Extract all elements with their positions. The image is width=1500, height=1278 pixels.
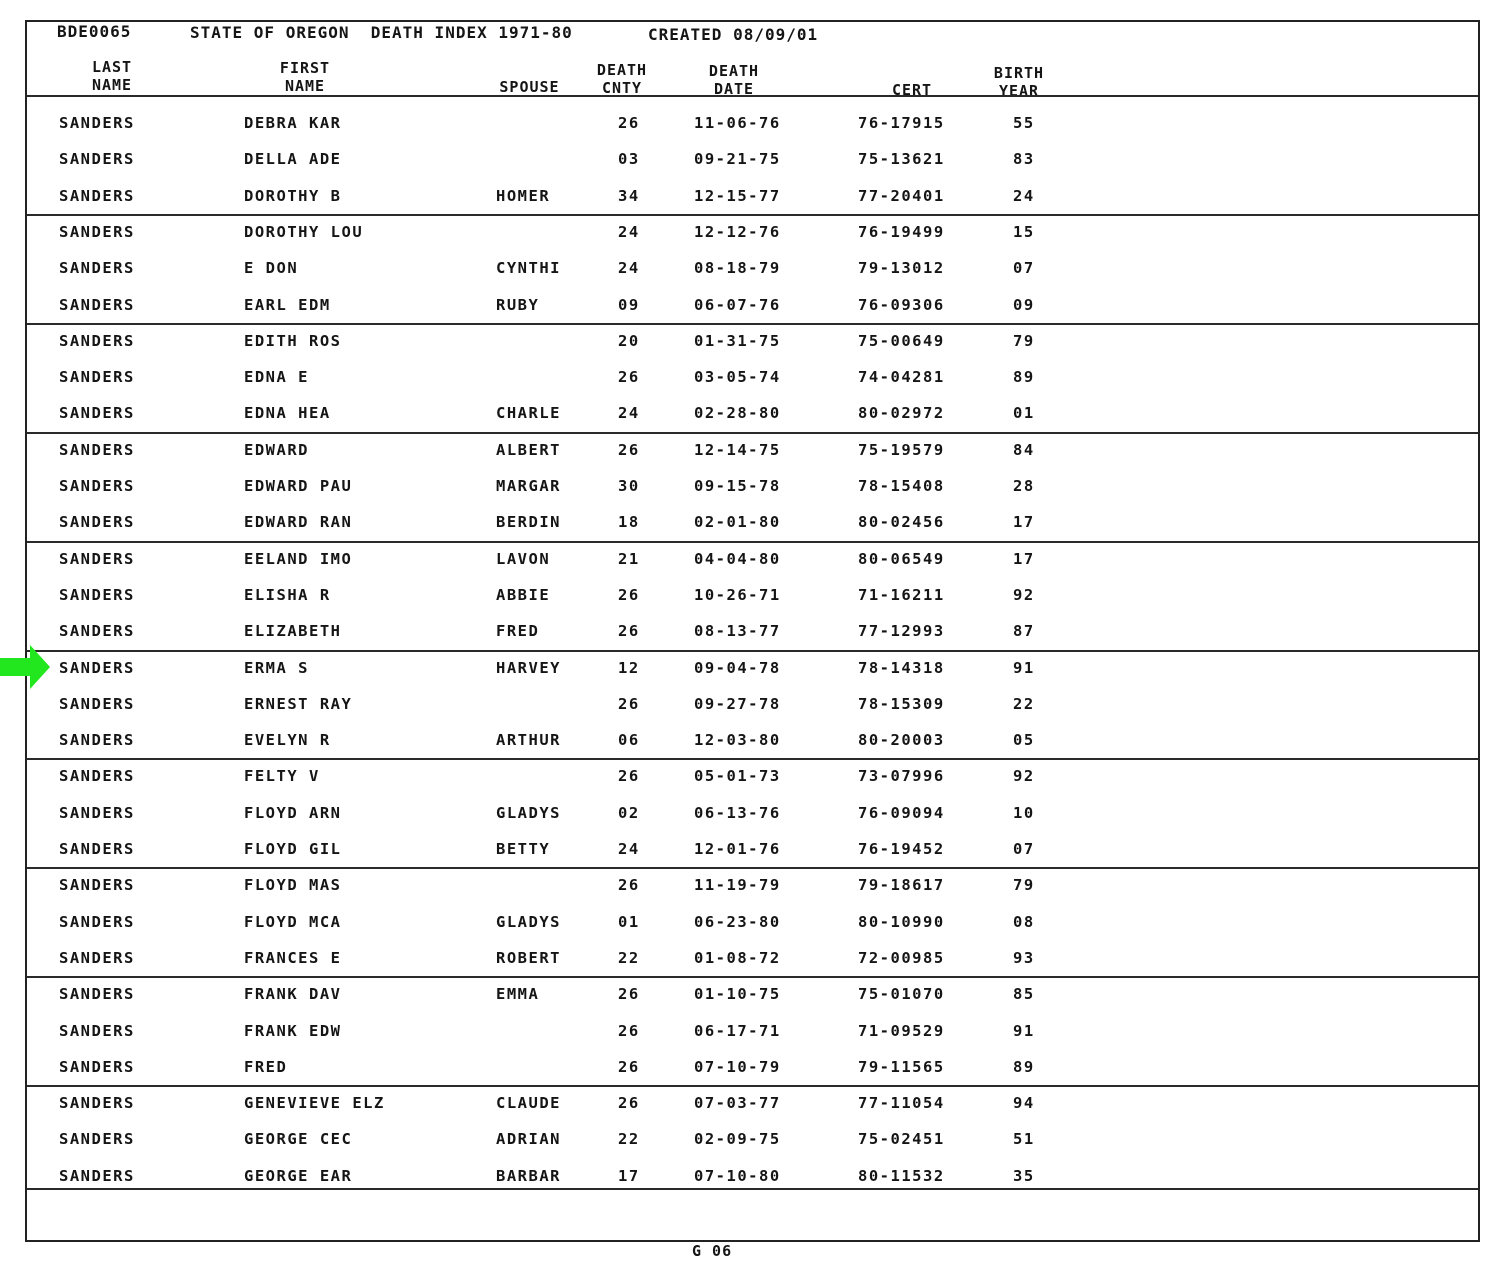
cell-last: SANDERS	[59, 440, 135, 459]
cell-first: FELTY V	[244, 767, 320, 786]
table-row	[27, 723, 1478, 759]
cell-date: 07-10-79	[694, 1057, 781, 1076]
report-title: STATE OF OREGON DEATH INDEX 1971-80	[190, 23, 573, 42]
cell-cert: 79-18617	[858, 876, 945, 895]
cell-last: SANDERS	[59, 1130, 135, 1149]
cell-cert: 77-12993	[858, 622, 945, 641]
cell-year: 35	[1013, 1166, 1035, 1185]
cell-spouse: HOMER	[496, 186, 551, 205]
cell-last: SANDERS	[59, 694, 135, 713]
col-header-year: BIRTH YEAR	[993, 64, 1045, 100]
cell-date: 09-27-78	[694, 694, 781, 713]
cell-last: SANDERS	[59, 368, 135, 387]
cell-year: 91	[1013, 658, 1035, 677]
cell-first: ELISHA R	[244, 585, 331, 604]
cell-last: SANDERS	[59, 404, 135, 423]
cell-first: FLOYD MCA	[244, 912, 342, 931]
cell-cert: 79-11565	[858, 1057, 945, 1076]
header-rule	[27, 95, 1478, 97]
table-row	[27, 251, 1478, 287]
cell-spouse: ALBERT	[496, 440, 561, 459]
cell-first: EDITH ROS	[244, 331, 342, 350]
cell-last: SANDERS	[59, 622, 135, 641]
cell-cnty: 26	[618, 114, 640, 132]
cell-date: 06-23-80	[694, 912, 781, 931]
table-row	[27, 796, 1478, 832]
cell-year: 17	[1013, 513, 1035, 532]
cell-first: EDNA HEA	[244, 404, 331, 423]
cell-first: EDNA E	[244, 368, 309, 387]
cell-cert: 76-19499	[858, 222, 945, 241]
cell-spouse: CYNTHI	[496, 259, 561, 278]
cell-last: SANDERS	[59, 948, 135, 967]
cell-cnty: 26	[618, 985, 640, 1004]
cell-cert: 78-15408	[858, 477, 945, 495]
table-row	[27, 578, 1478, 614]
cell-year: 01	[1013, 404, 1035, 423]
report-code: BDE0065	[57, 22, 132, 41]
cell-cert: 80-10990	[858, 912, 945, 931]
cell-last: SANDERS	[59, 985, 135, 1004]
cell-first: EDWARD PAU	[244, 477, 353, 495]
cell-spouse: EMMA	[496, 985, 540, 1004]
cell-date: 04-04-80	[694, 549, 781, 568]
cell-year: 85	[1013, 985, 1035, 1004]
cell-last: SANDERS	[59, 114, 135, 132]
table-row	[27, 324, 1478, 360]
table-row	[27, 905, 1478, 941]
cell-last: SANDERS	[59, 585, 135, 604]
cell-cert: 74-04281	[858, 368, 945, 387]
cell-cnty: 17	[618, 1166, 640, 1185]
table-row	[27, 1014, 1478, 1050]
cell-cnty: 09	[618, 295, 640, 314]
table-row	[27, 1122, 1478, 1158]
table-row	[27, 1050, 1478, 1086]
cell-cnty: 24	[618, 404, 640, 423]
cell-cnty: 26	[618, 440, 640, 459]
cell-spouse: HARVEY	[496, 658, 561, 677]
cell-cert: 76-09094	[858, 803, 945, 822]
document-frame	[25, 20, 1480, 1242]
bottom-rule	[27, 1188, 1478, 1190]
cell-year: 79	[1013, 331, 1035, 350]
cell-first: FRANK EDW	[244, 1021, 342, 1040]
cell-last: SANDERS	[59, 331, 135, 350]
cell-spouse: ABBIE	[496, 585, 551, 604]
cell-first: FLOYD GIL	[244, 840, 342, 858]
cell-first: DOROTHY B	[244, 186, 342, 205]
cell-cnty: 06	[618, 731, 640, 750]
table-row	[27, 142, 1478, 178]
cell-cert: 72-00985	[858, 948, 945, 967]
col-header-date: DEATH DATE	[708, 62, 760, 98]
cell-first: EARL EDM	[244, 295, 331, 314]
cell-spouse: CLAUDE	[496, 1094, 561, 1113]
cell-year: 07	[1013, 259, 1035, 278]
cell-first: EELAND IMO	[244, 549, 353, 568]
cell-cert: 75-00649	[858, 331, 945, 350]
page-footer: G 06	[692, 1242, 733, 1260]
cell-cert: 73-07996	[858, 767, 945, 786]
cell-cnty: 22	[618, 948, 640, 967]
cell-date: 06-13-76	[694, 803, 781, 822]
cell-cert: 71-09529	[858, 1021, 945, 1040]
cell-cert: 80-02972	[858, 404, 945, 423]
cell-cnty: 20	[618, 331, 640, 350]
cell-spouse: BETTY	[496, 840, 551, 858]
table-row	[27, 505, 1478, 541]
cell-first: FRANCES E	[244, 948, 342, 967]
table-row	[27, 215, 1478, 251]
table-row	[27, 106, 1478, 142]
col-header-cnty: DEATH CNTY	[596, 61, 648, 97]
cell-cert: 80-02456	[858, 513, 945, 532]
table-row	[27, 469, 1478, 505]
cell-cert: 75-19579	[858, 440, 945, 459]
cell-date: 05-01-73	[694, 767, 781, 786]
cell-year: 79	[1013, 876, 1035, 895]
cell-year: 83	[1013, 150, 1035, 169]
cell-last: SANDERS	[59, 1057, 135, 1076]
table-row	[27, 941, 1478, 977]
cell-year: 55	[1013, 114, 1035, 132]
cell-cert: 76-19452	[858, 840, 945, 858]
cell-date: 09-04-78	[694, 658, 781, 677]
col-header-cert: CERT	[891, 81, 933, 99]
cell-last: SANDERS	[59, 1166, 135, 1185]
cell-date: 08-13-77	[694, 622, 781, 641]
cell-date: 01-08-72	[694, 948, 781, 967]
cell-year: 91	[1013, 1021, 1035, 1040]
cell-last: SANDERS	[59, 731, 135, 750]
created-date: CREATED 08/09/01	[648, 25, 819, 44]
cell-cert: 80-11532	[858, 1166, 945, 1185]
cell-cnty: 26	[618, 767, 640, 786]
table-row	[27, 433, 1478, 469]
cell-cert: 78-14318	[858, 658, 945, 677]
cell-last: SANDERS	[59, 222, 135, 241]
cell-cnty: 02	[618, 803, 640, 822]
cell-last: SANDERS	[59, 803, 135, 822]
cell-year: 87	[1013, 622, 1035, 641]
cell-cert: 76-17915	[858, 114, 945, 132]
cell-last: SANDERS	[59, 295, 135, 314]
cell-year: 89	[1013, 368, 1035, 387]
cell-cnty: 12	[618, 658, 640, 677]
cell-year: 92	[1013, 585, 1035, 604]
cell-year: 93	[1013, 948, 1035, 967]
cell-last: SANDERS	[59, 1021, 135, 1040]
table-row	[27, 179, 1478, 215]
cell-date: 03-05-74	[694, 368, 781, 387]
cell-year: 92	[1013, 767, 1035, 786]
cell-cert: 75-01070	[858, 985, 945, 1004]
cell-date: 02-28-80	[694, 404, 781, 423]
cell-last: SANDERS	[59, 259, 135, 278]
cell-first: DELLA ADE	[244, 150, 342, 169]
cell-first: EDWARD RAN	[244, 513, 353, 532]
cell-first: ERMA S	[244, 658, 309, 677]
table-row	[27, 614, 1478, 650]
cell-cert: 78-15309	[858, 694, 945, 713]
cell-cnty: 26	[618, 622, 640, 641]
cell-spouse: GLADYS	[496, 803, 561, 822]
cell-date: 12-14-75	[694, 440, 781, 459]
cell-first: FRED	[244, 1057, 288, 1076]
cell-last: SANDERS	[59, 477, 135, 495]
cell-first: DOROTHY LOU	[244, 222, 364, 241]
table-row	[27, 360, 1478, 396]
cell-date: 09-15-78	[694, 477, 781, 495]
cell-spouse: MARGAR	[496, 477, 561, 495]
cell-spouse: RUBY	[496, 295, 540, 314]
table-row	[27, 868, 1478, 904]
cell-cnty: 26	[618, 585, 640, 604]
cell-last: SANDERS	[59, 150, 135, 169]
cell-year: 09	[1013, 295, 1035, 314]
cell-cnty: 30	[618, 477, 640, 495]
cell-cnty: 26	[618, 1057, 640, 1076]
cell-cnty: 21	[618, 549, 640, 568]
cell-cert: 75-02451	[858, 1130, 945, 1149]
cell-cnty: 24	[618, 259, 640, 278]
cell-spouse: BARBAR	[496, 1166, 561, 1185]
cell-first: FLOYD ARN	[244, 803, 342, 822]
table-row	[27, 651, 1478, 687]
cell-cert: 80-20003	[858, 731, 945, 750]
cell-first: DEBRA KAR	[244, 114, 342, 132]
cell-date: 01-10-75	[694, 985, 781, 1004]
cell-first: GENEVIEVE ELZ	[244, 1094, 385, 1113]
cell-cnty: 26	[618, 694, 640, 713]
cell-spouse: ADRIAN	[496, 1130, 561, 1149]
table-row	[27, 759, 1478, 795]
cell-spouse: ROBERT	[496, 948, 561, 967]
cell-cert: 77-20401	[858, 186, 945, 205]
cell-cert: 80-06549	[858, 549, 945, 568]
cell-year: 17	[1013, 549, 1035, 568]
cell-first: EVELYN R	[244, 731, 331, 750]
cell-spouse: LAVON	[496, 549, 551, 568]
table-row	[27, 542, 1478, 578]
cell-last: SANDERS	[59, 876, 135, 895]
col-header-first: FIRST NAME	[279, 59, 331, 95]
cell-date: 10-26-71	[694, 585, 781, 604]
cell-cnty: 26	[618, 1094, 640, 1113]
cell-year: 08	[1013, 912, 1035, 931]
cell-cert: 75-13621	[858, 150, 945, 169]
cell-date: 07-10-80	[694, 1166, 781, 1185]
cell-year: 05	[1013, 731, 1035, 750]
cell-year: 28	[1013, 477, 1035, 495]
cell-year: 51	[1013, 1130, 1035, 1149]
cell-date: 12-12-76	[694, 222, 781, 241]
cell-year: 24	[1013, 186, 1035, 205]
cell-first: FLOYD MAS	[244, 876, 342, 895]
cell-date: 02-09-75	[694, 1130, 781, 1149]
cell-first: ELIZABETH	[244, 622, 342, 641]
cell-spouse: GLADYS	[496, 912, 561, 931]
cell-cnty: 18	[618, 513, 640, 532]
cell-date: 06-17-71	[694, 1021, 781, 1040]
cell-last: SANDERS	[59, 840, 135, 858]
cell-last: SANDERS	[59, 767, 135, 786]
cell-cert: 76-09306	[858, 295, 945, 314]
cell-year: 22	[1013, 694, 1035, 713]
cell-cert: 71-16211	[858, 585, 945, 604]
col-header-spouse: SPOUSE	[499, 78, 560, 96]
cell-year: 15	[1013, 222, 1035, 241]
cell-date: 01-31-75	[694, 331, 781, 350]
cell-date: 12-15-77	[694, 186, 781, 205]
cell-cnty: 03	[618, 150, 640, 169]
cell-year: 07	[1013, 840, 1035, 858]
cell-cnty: 24	[618, 840, 640, 858]
cell-cnty: 01	[618, 912, 640, 931]
cell-first: EDWARD	[244, 440, 309, 459]
cell-first: GEORGE EAR	[244, 1166, 353, 1185]
cell-cert: 79-13012	[858, 259, 945, 278]
cell-last: SANDERS	[59, 912, 135, 931]
cell-spouse: FRED	[496, 622, 540, 641]
cell-date: 12-01-76	[694, 840, 781, 858]
cell-first: E DON	[244, 259, 299, 278]
cell-cert: 77-11054	[858, 1094, 945, 1113]
cell-date: 09-21-75	[694, 150, 781, 169]
cell-cnty: 26	[618, 368, 640, 387]
cell-date: 11-06-76	[694, 114, 781, 132]
cell-year: 89	[1013, 1057, 1035, 1076]
table-row	[27, 396, 1478, 432]
cell-last: SANDERS	[59, 186, 135, 205]
cell-cnty: 26	[618, 1021, 640, 1040]
cell-cnty: 24	[618, 222, 640, 241]
cell-date: 11-19-79	[694, 876, 781, 895]
highlight-arrow-icon	[0, 645, 50, 689]
cell-date: 07-03-77	[694, 1094, 781, 1113]
cell-year: 84	[1013, 440, 1035, 459]
table-row	[27, 288, 1478, 324]
table-row	[27, 1086, 1478, 1122]
table-row	[27, 687, 1478, 723]
cell-date: 06-07-76	[694, 295, 781, 314]
cell-last: SANDERS	[59, 513, 135, 532]
cell-cnty: 26	[618, 876, 640, 895]
cell-spouse: BERDIN	[496, 513, 561, 532]
cell-cnty: 34	[618, 186, 640, 205]
cell-first: GEORGE CEC	[244, 1130, 353, 1149]
cell-spouse: CHARLE	[496, 404, 561, 423]
cell-year: 94	[1013, 1094, 1035, 1113]
cell-last: SANDERS	[59, 549, 135, 568]
cell-first: FRANK DAV	[244, 985, 342, 1004]
col-header-last: LAST NAME	[91, 58, 133, 94]
cell-spouse: ARTHUR	[496, 731, 561, 750]
table-row	[27, 977, 1478, 1013]
cell-date: 12-03-80	[694, 731, 781, 750]
cell-cnty: 22	[618, 1130, 640, 1149]
cell-date: 08-18-79	[694, 259, 781, 278]
cell-last: SANDERS	[59, 1094, 135, 1113]
cell-last: SANDERS	[59, 658, 135, 677]
cell-first: ERNEST RAY	[244, 694, 353, 713]
table-row	[27, 832, 1478, 868]
cell-year: 10	[1013, 803, 1035, 822]
cell-date: 02-01-80	[694, 513, 781, 532]
